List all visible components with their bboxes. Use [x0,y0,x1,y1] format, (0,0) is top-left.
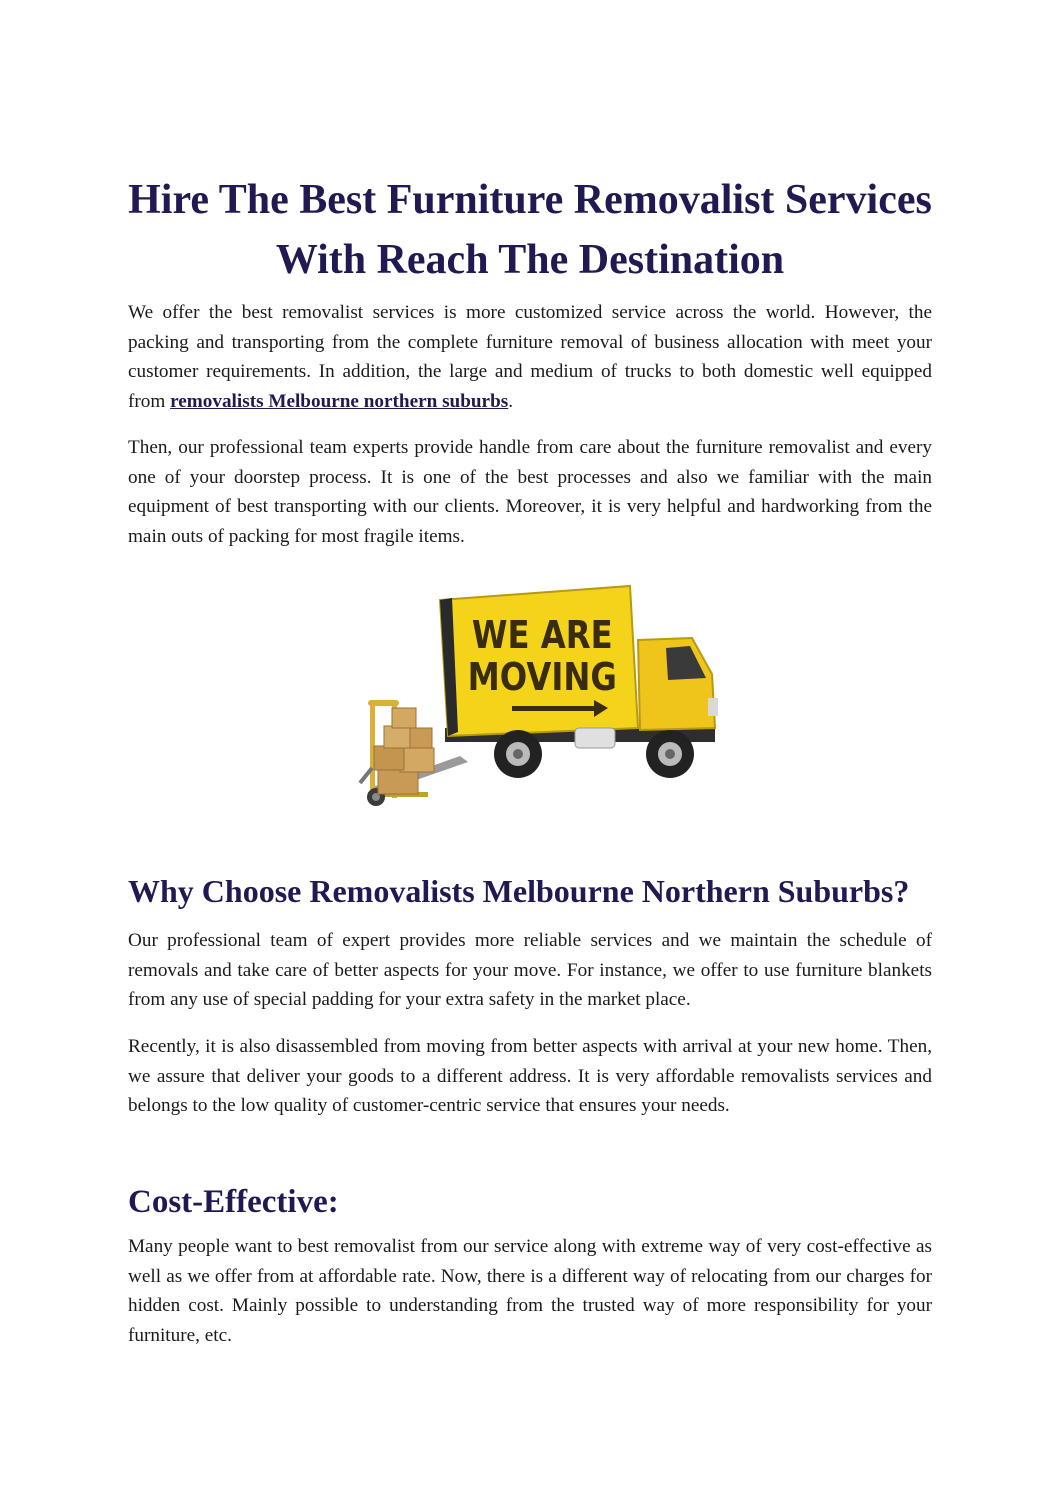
page-title: Hire The Best Furniture Removalist Services With Reach The Destination [128,177,932,283]
why-paragraph-1: Our professional team of expert provides more reliable services and we maintain the schedule of removals and take care of better aspects for your move. For instance, we offer to use furniture blankets from any use of special padding for your extra safety in the market place. [128,930,932,1010]
removalists-link[interactable]: removalists Melbourne northern suburbs [170,390,509,412]
intro-paragraph-1 [128,298,932,416]
cardboard-boxes [374,708,434,794]
intro-paragraph-1-end: . [508,390,514,412]
truck-text-line-2: MOVING [467,655,617,700]
section-heading-why-choose: Why Choose Removalists Melbourne Northern Suburbs? [128,873,910,909]
intro-paragraph-2: Then, our professional team experts provide handle from care about the furniture removalist and every one of your doorstep process. It is one of the best processes and also we familiar with the main equipment of best transporting with our clients. Moreover, it is very helpful and hardworking from the main outs of packing for most fragile items. [128,437,932,547]
truck-text-line-1: WE ARE [471,613,613,658]
why-paragraph-2: Recently, it is also disassembled from moving from better aspects with arrival at your new home. Then, we assure that deliver your goods to a different address. It is very affordable removalists services and belongs to the low quality of customer-centric service that ensures your needs. [128,1036,932,1116]
moving-truck-illustration [340,578,730,813]
section-heading-cost-effective: Cost-Effective: [128,1184,339,1220]
cost-paragraph-1: Many people want to best removalist from our service along with extreme way of very cost-effective as well as we offer from at affordable rate. Now, there is a different way of relocating from our charges for hidden cost. Mainly possible to understanding from the trusted way of more responsibility for your furniture, etc. [128,1236,932,1346]
front-wheel [646,730,694,778]
intro-paragraph-1-text: We offer the best removalist services is more customized service across the world. However, the packing and transporting from the complete furniture removal of business allocation with meet your customer requirements. In addition, the large and medium of trucks to both domestic well equipped from [128,302,932,412]
rear-wheel [494,730,542,778]
